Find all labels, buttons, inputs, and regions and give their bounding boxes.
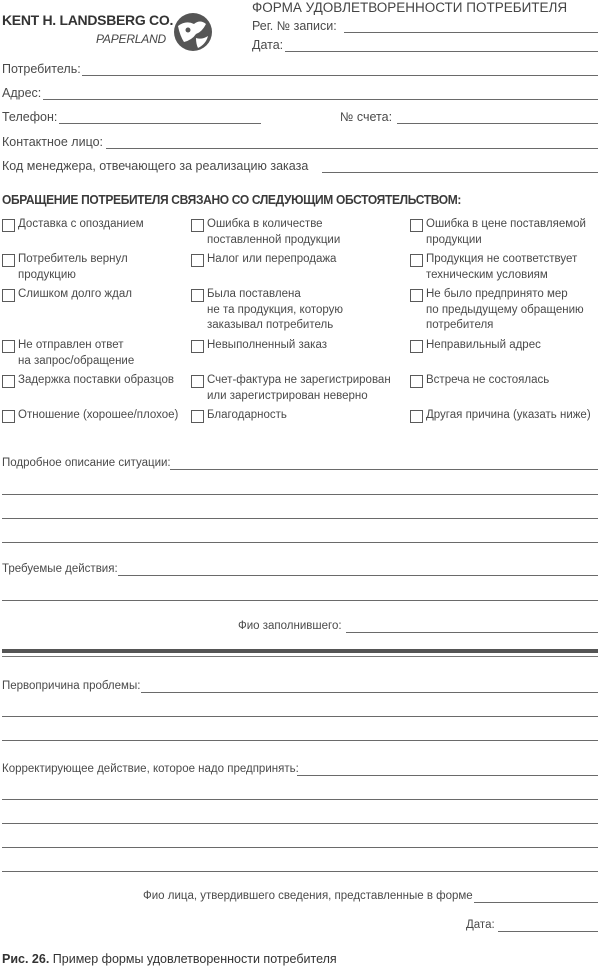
option-label-line: по предыдущему обращению (426, 303, 584, 316)
corrective-line-3[interactable] (2, 823, 598, 824)
actions-line-1[interactable] (118, 575, 598, 576)
option-label-line: Задержка поставки образцов (18, 374, 174, 386)
option-label-line: на запрос/обращение (18, 354, 135, 367)
option-checkbox[interactable] (410, 375, 423, 388)
option-checkbox[interactable] (2, 289, 15, 302)
option-checkbox[interactable] (2, 254, 15, 267)
option-label-line: продукцию (18, 268, 76, 281)
section-heading: ОБРАЩЕНИЕ ПОТРЕБИТЕЛЯ СВЯЗАНО СО СЛЕДУЮЩИМ ОБСТОЯТЕЛЬСТВОМ: (2, 193, 462, 207)
figure-caption (2, 952, 337, 966)
option-checkbox[interactable] (2, 410, 15, 423)
option-label-line: Невыполненный заказ (207, 339, 327, 351)
option-label (426, 252, 577, 283)
option-checkbox[interactable] (191, 410, 204, 423)
consumer-field[interactable] (82, 75, 598, 76)
approval-date-label: Дата: (466, 919, 495, 931)
brand-name: PAPERLAND (96, 32, 167, 46)
actions-label: Требуемые действия: (2, 563, 118, 575)
option-label-line: продукции (426, 233, 482, 246)
description-line-1[interactable] (170, 469, 598, 470)
option-label-line: Была поставлена (207, 288, 301, 300)
option-checkbox[interactable] (191, 375, 204, 388)
option-label (426, 373, 549, 389)
approver-label: Фио лица, утвердившего сведения, представленные в форме (143, 890, 473, 902)
description-line-4[interactable] (2, 542, 598, 543)
option-label-line: техническим условиям (426, 268, 548, 281)
option-label (207, 217, 340, 248)
option-checkbox[interactable] (191, 340, 204, 353)
address-field[interactable] (43, 99, 598, 100)
corrective-line-4[interactable] (2, 847, 598, 848)
date-field[interactable] (285, 51, 598, 52)
option-label-line: Счет-фактура не зарегистрирован (207, 374, 391, 386)
account-label: № счета: (340, 110, 393, 124)
account-field[interactable] (397, 123, 598, 124)
option-label-line: Продукция не соответствует (426, 253, 578, 265)
option-label (426, 287, 584, 334)
option-checkbox[interactable] (410, 410, 423, 423)
description-line-3[interactable] (2, 518, 598, 519)
filled-by-field[interactable] (346, 632, 598, 633)
reg-number-label: Рег. № записи: (252, 19, 337, 33)
option-label (207, 338, 327, 354)
option-checkbox[interactable] (191, 289, 204, 302)
globe-logo-icon (172, 10, 214, 54)
option-label (426, 217, 586, 248)
option-checkbox[interactable] (191, 219, 204, 232)
option-checkbox[interactable] (2, 340, 15, 353)
option-label-line: не та продукция, которую (207, 303, 344, 316)
address-label: Адрес: (2, 86, 42, 100)
option-label-line: Ошибка в цене поставляемой (426, 218, 586, 230)
option-label (18, 373, 174, 389)
option-label-line: Встреча не состоялась (426, 374, 550, 386)
option-checkbox[interactable] (2, 219, 15, 232)
option-label (207, 287, 343, 334)
approval-date-field[interactable] (498, 931, 598, 932)
description-label: Подробное описание ситуации: (2, 457, 171, 469)
description-line-2[interactable] (2, 494, 598, 495)
option-label (207, 373, 391, 404)
caption-label: Рис. 26. (2, 952, 50, 966)
option-checkbox[interactable] (410, 254, 423, 267)
approver-field[interactable] (474, 902, 598, 903)
option-label (18, 217, 144, 233)
form-title: ФОРМА УДОВЛЕТВОРЕННОСТИ ПОТРЕБИТЕЛЯ (252, 0, 568, 15)
option-label-line: или зарегистрирован неверно (207, 389, 368, 402)
actions-line-2[interactable] (2, 600, 598, 601)
corrective-line-1[interactable] (297, 775, 598, 776)
root-cause-line-3[interactable] (2, 740, 598, 741)
option-label-line: Налог или перепродажа (207, 253, 337, 265)
option-checkbox[interactable] (2, 375, 15, 388)
option-label-line: Доставка с опозданием (18, 218, 144, 230)
contact-field[interactable] (106, 148, 598, 149)
option-label-line: Другая причина (указать ниже) (426, 409, 591, 421)
option-label-line: Благодарность (207, 409, 287, 421)
contact-label: Контактное лицо: (2, 135, 104, 149)
option-label (207, 252, 336, 268)
section-separator (2, 649, 598, 653)
option-label-line: Ошибка в количестве (207, 218, 323, 230)
root-cause-line-1[interactable] (141, 692, 598, 693)
option-checkbox[interactable] (410, 289, 423, 302)
corrective-line-5[interactable] (2, 871, 598, 872)
option-label (18, 338, 134, 369)
option-label (207, 408, 287, 424)
option-label-line: Не было предпринято мер (426, 288, 568, 300)
manager-label: Код менеджера, отвечающего за реализацию заказа (2, 159, 309, 173)
company-name: KENT H. LANDSBERG CO. (2, 12, 174, 28)
caption-text: Пример формы удовлетворенности потребителя (49, 952, 337, 966)
option-checkbox[interactable] (410, 340, 423, 353)
option-label (18, 252, 128, 283)
option-checkbox[interactable] (410, 219, 423, 232)
phone-label: Телефон: (2, 110, 58, 124)
option-checkbox[interactable] (191, 254, 204, 267)
company-logo (2, 8, 217, 58)
root-cause-label: Первопричина проблемы: (2, 680, 141, 692)
filled-by-label: Фио заполнившего: (238, 620, 342, 632)
option-label (426, 338, 541, 354)
option-label-line: заказывал потребитель (207, 319, 334, 331)
option-label-line: потребителя (426, 319, 494, 331)
option-label (18, 287, 132, 303)
option-label-line: Неправильный адрес (426, 339, 541, 351)
root-cause-line-2[interactable] (2, 716, 598, 717)
option-label-line: Не отправлен ответ (18, 339, 124, 351)
option-label-line: Слишком долго ждал (18, 288, 132, 300)
phone-field[interactable] (59, 123, 261, 124)
corrective-label: Корректирующее действие, которое надо предпринять: (2, 763, 299, 775)
option-label (426, 408, 591, 424)
date-label: Дата: (252, 38, 284, 52)
option-label (18, 408, 178, 424)
option-label-line: поставленной продукции (207, 233, 341, 246)
manager-field[interactable] (322, 172, 598, 173)
corrective-line-2[interactable] (2, 799, 598, 800)
option-label-line: Потребитель вернул (18, 253, 128, 265)
reg-number-field[interactable] (344, 32, 598, 33)
section-separator-thin (2, 656, 598, 657)
consumer-label: Потребитель: (2, 62, 81, 76)
option-label-line: Отношение (хорошее/плохое) (18, 409, 179, 421)
